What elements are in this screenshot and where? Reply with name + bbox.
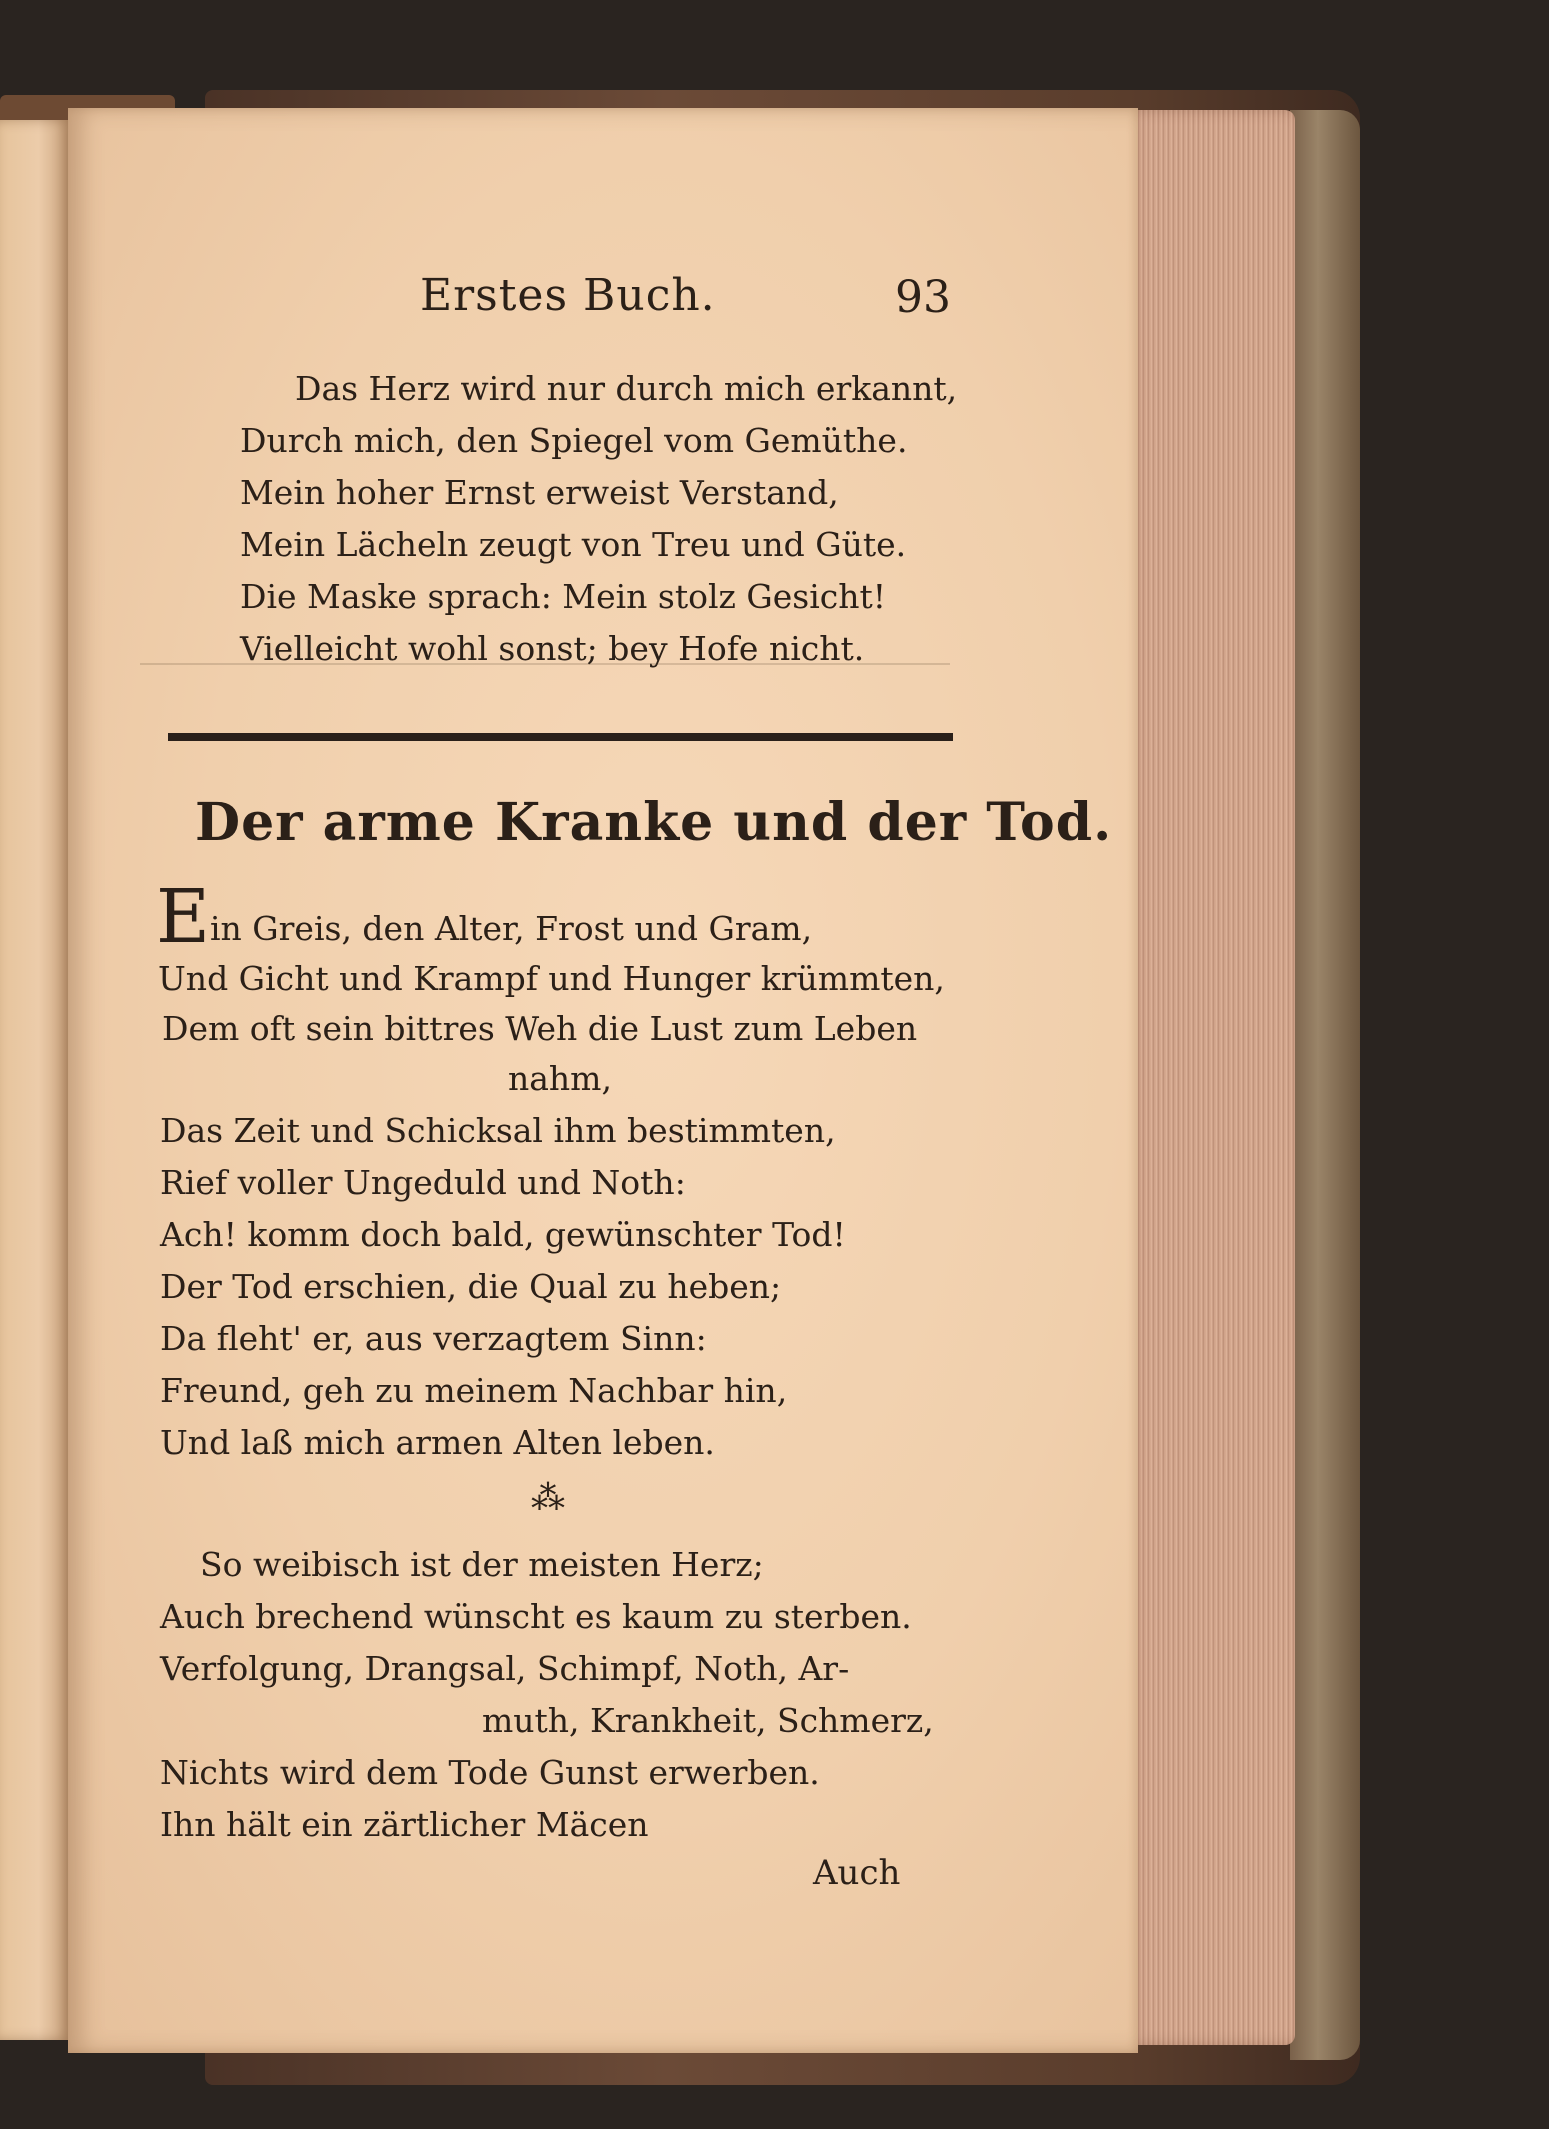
previous-page-edge [0,120,70,2040]
poem-line: Der Tod erschien, die Qual zu heben; [160,1267,782,1306]
poem-title: Der arme Kranke und der Tod. [195,792,1113,853]
poem-line: nahm, [508,1059,612,1098]
poem-line: Und laß mich armen Alten leben. [160,1423,715,1462]
poem-line: Und Gicht und Krampf und Hunger krümmten, [158,959,945,998]
poem-line: Dem oft sein bittres Weh die Lust zum Leben [162,1009,918,1048]
page-number: 93 [895,272,951,323]
poem-line: Das Zeit und Schicksal ihm bestimmten, [160,1111,836,1150]
moral-line: Ihn hält ein zärtlicher Mäcen [160,1805,649,1844]
moral-line: muth, Krankheit, Schmerz, [482,1701,934,1740]
poem-line: Rief voller Ungeduld und Noth: [160,1163,686,1202]
ornament-icon: ⁂ [531,1478,565,1518]
poem-line: Ach! komm doch bald, gewünschter Tod! [160,1215,846,1254]
running-header: Erstes Buch. [420,270,716,321]
moral-line: Verfolgung, Drangsal, Schimpf, Noth, Ar- [160,1649,850,1688]
poem-line: Freund, geh zu meinem Nachbar hin, [160,1371,788,1410]
moral-line: Nichts wird dem Tode Gunst erwerben. [160,1753,820,1792]
top-stanza-line: Vielleicht wohl sonst; bey Hofe nicht. [240,629,865,668]
catchword: Auch [813,1853,901,1893]
top-stanza-line: Mein Lächeln zeugt von Treu und Güte. [240,525,907,564]
poem-line: in Greis, den Alter, Frost und Gram, [210,909,813,948]
top-stanza-line: Die Maske sprach: Mein stolz Gesicht! [240,577,887,616]
top-stanza-line: Das Herz wird nur durch mich erkannt, [295,369,958,408]
page-stack [1125,110,1295,2045]
moral-line: So weibisch ist der meisten Herz; [200,1545,764,1584]
cover-edge [1290,110,1360,2060]
drop-initial: E [156,874,211,960]
top-stanza-line: Durch mich, den Spiegel vom Gemüthe. [240,421,908,460]
section-rule [168,733,953,741]
top-stanza-line: Mein hoher Ernst erweist Verstand, [240,473,839,512]
moral-line: Auch brechend wünscht es kaum zu sterben. [160,1597,912,1636]
poem-line: Da fleht' er, aus verzagtem Sinn: [160,1319,707,1358]
faint-rule [140,663,950,665]
